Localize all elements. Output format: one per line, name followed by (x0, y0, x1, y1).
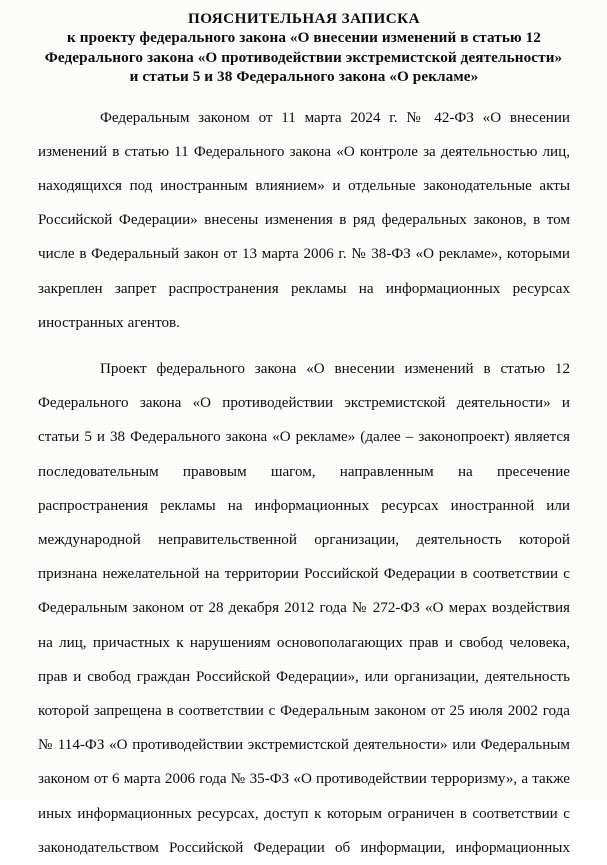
body-text (38, 101, 570, 865)
title-line-subject-2: Федерального закона «О противодействии экстремистской деятельности» (44, 48, 563, 66)
page-title (38, 0, 570, 87)
title-line-subject-3: и статьи 5 и 38 Федерального закона «О рекламе» (129, 68, 479, 86)
paragraph-2: Проект федерального закона «О внесении изменений в статью 12 Федерального закона «О противодействии экстремистской деятельности» и статьи 5 и 38 Федерального закона «О рекламе» (далее – законопроект) является последовательным правовым шагом, направленным на пресечение распространения рекламы на информационных ресурсах иностранной или международной неправительственной организации, деятельность которой признана нежелательной на территории Российской Федерации в соответствии с Федеральным законом от 28 декабря 2012 года № 272-ФЗ «О мерах воздействия на лиц, причастных к нарушениям основополагающих прав и свобод человека, прав и свобод граждан Российской Федерации», или организации, деятельность которой запрещена в соответствии с Федеральным законом от 25 июля 2002 года № 114-ФЗ «О противодействии экстремистской деятельности» или Федеральным законом от 6 марта 2006 года № 35-ФЗ «О противодействии терроризму», а также иных информационных ресурсах, доступ к которым ограничен в соответствии с законодательством Российской Федерации об информации, информационных (38, 361, 570, 856)
title-line-subject-1: к проекту федерального закона «О внесении изменений в статью 12 (67, 29, 541, 47)
paragraph-1: Федеральным законом от 11 марта 2024 г. № 42-ФЗ «О внесении изменений в статью 11 Федерального закона «О контроле за деятельностью лиц, находящихся под иностранным влиянием» и отдельные законодательные акты Российской Федерации» внесены изменения в ряд федеральных законов, в том числе в Федеральный закон от 13 марта 2006 г. № 38-ФЗ «О рекламе», которыми закреплен запрет распространения рекламы на информационных ресурсах иностранных агентов. (38, 109, 570, 331)
document-body (38, 0, 570, 865)
title-line-main: ПОЯСНИТЕЛЬНАЯ ЗАПИСКА (187, 10, 421, 27)
